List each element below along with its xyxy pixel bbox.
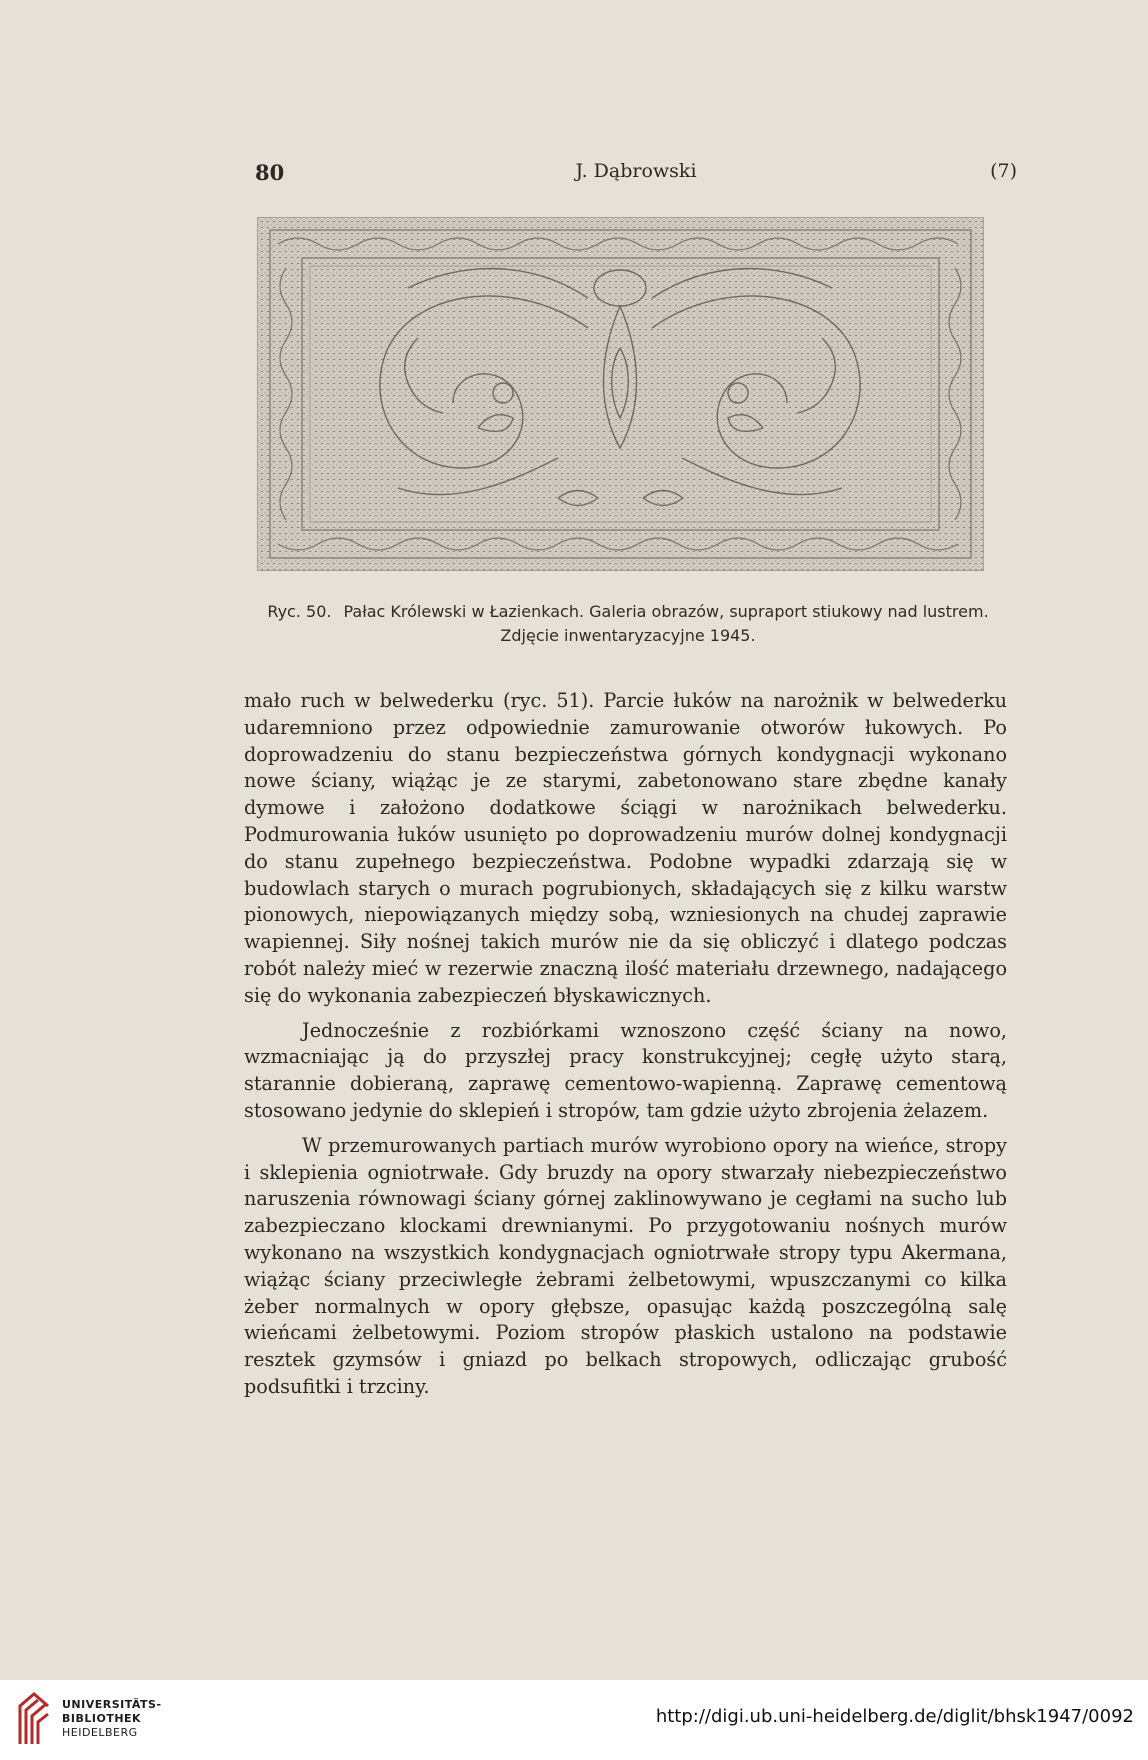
page-number: 80 bbox=[255, 160, 285, 185]
figure-caption bbox=[243, 600, 1013, 648]
stucco-ornament-image bbox=[258, 218, 983, 570]
library-name-line2: BIBLIOTHEK bbox=[62, 1712, 142, 1725]
library-name-line3: HEIDELBERG bbox=[62, 1726, 138, 1739]
figure-stucco-overdoor bbox=[257, 217, 984, 571]
ub-heidelberg-logo-icon bbox=[16, 1692, 52, 1746]
permalink-url[interactable]: http://digi.ub.uni-heidelberg.de/diglit/bhsk1947/0092 bbox=[655, 1706, 1134, 1727]
paragraph-1: mało ruch w belwederku (ryc. 51). Parcie łuków na narożnik w belwederku udaremniono przez odpowiednie zamurowanie otworów łukowych. Po doprowadzeniu do stanu bezpieczeństwa górnych kondygnacji wykonano nowe ściany, wiążąc je ze starymi, zabetonowano stare zbędne kanały dymowe i założono dodatkowe ściągi w narożnikach belwederku. Podmurowania łuków usunięto po doprowadzeniu murów dolnej kondygnacji do stanu zupełnego bezpieczeństwa. Podobne wypadki zdarzają się w budowlach starych o murach pogrubionych, składających się z kilku warstw pionowych, niepowiązanych między sobą, wzniesionych na chudej zaprawie wapiennej. Siły nośnej takich murów nie da się obliczyć i dlatego podczas robót należy mieć w rezerwie znaczną ilość materiału drzewnego, nadającego się do wykonania zabezpieczeń błyskawicznych. bbox=[244, 689, 1007, 1007]
paragraph-2: Jednocześnie z rozbiórkami wznoszono część ściany na nowo, wzmacniając ją do przyszłej pracy konstrukcyjnej; cegłę użyto starą, starannie dobieraną, zaprawę cementowo-wapienną. Zaprawę cementową stosowano jedynie do sklepień i stropów, tam gdzie użyto zbrojenia żelazem. bbox=[244, 1018, 1007, 1122]
body-text bbox=[244, 688, 1007, 1409]
figure-caption-text: Pałac Królewski w Łazienkach. Galeria obrazów, supraport stiukowy nad lustrem. Zdjęcie inwentaryzacyjne 1945. bbox=[343, 602, 989, 645]
figure-label: Ryc. 50. bbox=[267, 602, 332, 621]
footer-bar bbox=[0, 1680, 1148, 1760]
library-name-line1: UNIVERSITÄTS- bbox=[62, 1698, 162, 1711]
running-header-section: (7) bbox=[990, 160, 1017, 182]
paragraph-3: W przemurowanych partiach murów wyrobiono opory na wieńce, stropy i sklepienia ogniotrwałe. Gdy bruzdy na opory stwarzały niebezpieczeństwo naruszenia równowagi ściany górnej zaklinowywano je cegłami na sucho lub zabezpieczano klockami drewnianymi. Po przygotowaniu nośnych murów wykonano na wszystkich kondygnacjach ogniotrwałe stropy typu Akermana, wiążąc ściany przeciwległe żebrami żelbetowymi, wpuszczanymi co kilka żeber normalnych w opory głębsze, opasując każdą poszczególną salę wieńcami żelbetowymi. Poziom stropów płaskich ustalono na podstawie resztek gzymsów i gniazd po belkach stropowych, odliczając grubość podsufitki i trzciny. bbox=[244, 1133, 1007, 1398]
running-header bbox=[255, 160, 1017, 186]
library-name bbox=[62, 1698, 162, 1740]
running-header-author: J. Dąbrowski bbox=[575, 160, 697, 182]
